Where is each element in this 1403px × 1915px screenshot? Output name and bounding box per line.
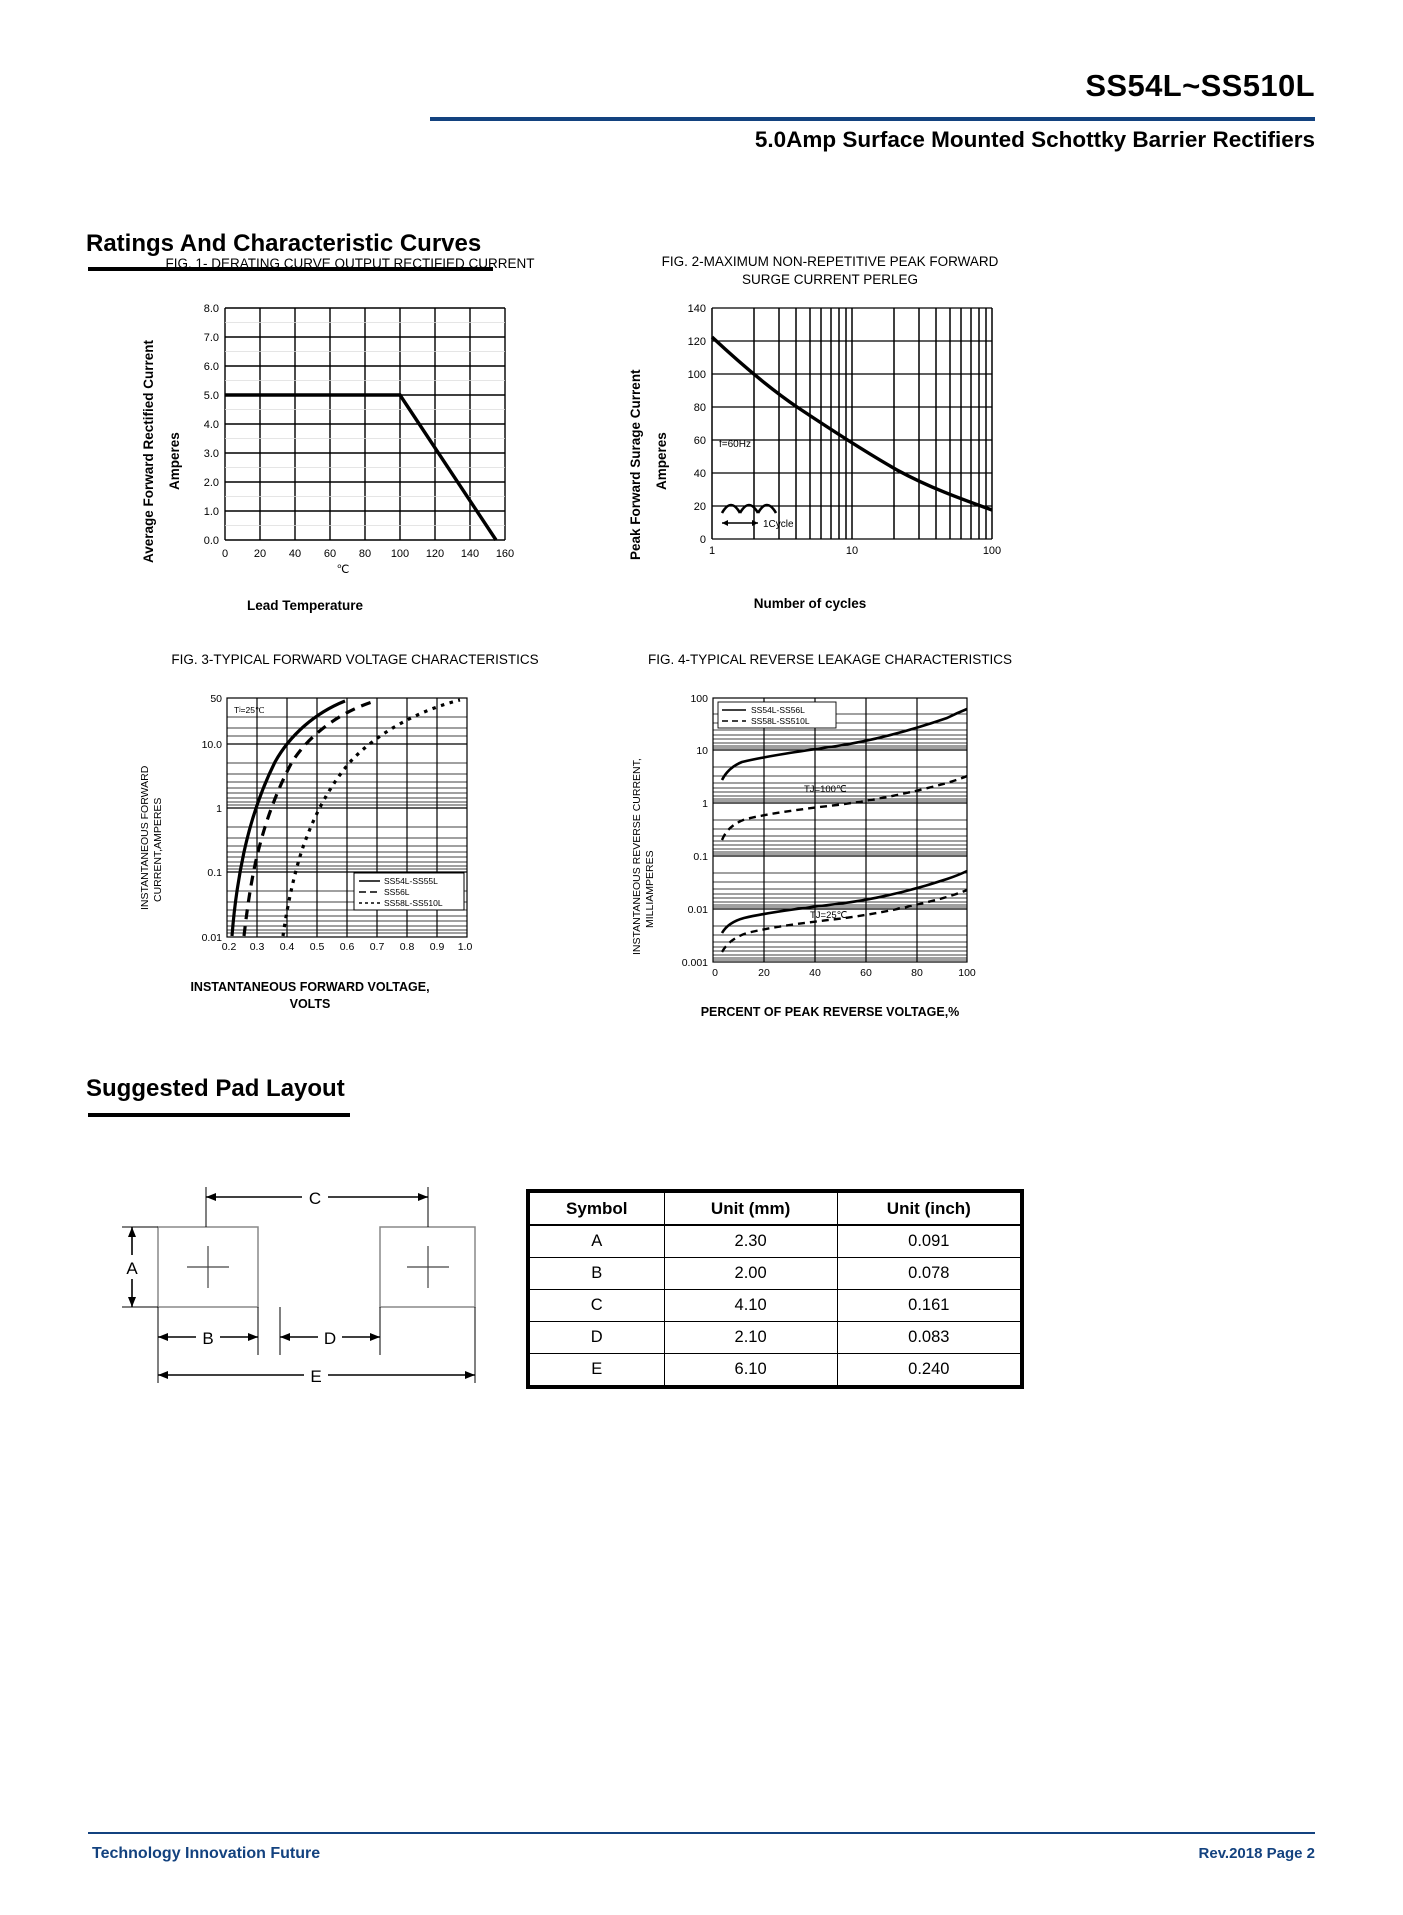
svg-text:10.0: 10.0	[201, 739, 222, 751]
footer-revision: Rev.2018 Page 2	[1198, 1845, 1315, 1862]
fig1-ylabel: Average Forward Rectified Current	[141, 339, 156, 563]
fig2-note-frequency: f=60Hz	[719, 439, 751, 450]
th-unit-mm: Unit (mm)	[664, 1193, 837, 1226]
svg-text:140: 140	[460, 548, 480, 560]
footer-tagline: Technology Innovation Future	[92, 1845, 321, 1862]
cell-mm: 2.30	[664, 1225, 837, 1258]
page-title: SS54L~SS510L	[1085, 68, 1315, 103]
fig2-note-cycle: 1Cycle	[763, 519, 794, 530]
svg-text:1: 1	[702, 798, 708, 810]
fig4-xlabel: PERCENT OF PEAK REVERSE VOLTAGE,%	[700, 1005, 960, 1019]
cell-inch: 0.083	[837, 1322, 1020, 1354]
fig1-chart	[135, 295, 535, 585]
table-header-row	[530, 1193, 1021, 1226]
dim-label-c: C	[308, 1189, 322, 1208]
svg-text:SS54L-SS55L: SS54L-SS55L	[384, 876, 438, 886]
fig2-xticks	[709, 545, 1001, 557]
cell-mm: 4.10	[664, 1290, 837, 1322]
fig2-xlabel: Number of cycles	[753, 596, 867, 611]
cell-inch: 0.091	[837, 1225, 1020, 1258]
svg-text:80: 80	[693, 402, 706, 414]
svg-text:0.6: 0.6	[339, 941, 355, 953]
fig4-note-tj25: TJ=25℃	[810, 910, 848, 921]
svg-text:2.0: 2.0	[203, 477, 219, 489]
svg-text:1: 1	[708, 545, 716, 557]
svg-text:20: 20	[758, 967, 770, 979]
fig2-cycle-arrow	[722, 520, 758, 526]
svg-text:120: 120	[425, 548, 445, 560]
fig3-xticks	[222, 941, 473, 953]
header-rule	[430, 117, 1315, 121]
fig3-yticks	[202, 693, 223, 944]
dim-label-a: A	[126, 1259, 138, 1278]
fig1-xunit: ℃	[336, 564, 350, 576]
svg-text:0.1: 0.1	[693, 851, 708, 863]
svg-text:4.0: 4.0	[203, 419, 219, 431]
fig4-ylabel-line1: INSTANTANEOUS REVERSE CURRENT,	[631, 758, 643, 955]
table-row	[530, 1322, 1021, 1354]
table-row	[530, 1225, 1021, 1258]
svg-text:10: 10	[696, 745, 708, 757]
svg-text:100: 100	[687, 369, 706, 381]
table-row	[530, 1290, 1021, 1322]
svg-text:100: 100	[982, 545, 1002, 557]
svg-text:60: 60	[323, 548, 337, 560]
fig2-chart	[622, 295, 1022, 585]
cell-symbol: C	[530, 1290, 665, 1322]
fig4-note-tj100: TJ=100℃	[804, 784, 847, 795]
svg-text:0.1: 0.1	[207, 867, 222, 879]
fig3-legend	[354, 873, 464, 910]
cell-inch: 0.240	[837, 1354, 1020, 1386]
svg-text:0.9: 0.9	[429, 941, 445, 953]
svg-text:100: 100	[958, 967, 976, 979]
fig1-yticks	[204, 303, 219, 547]
cell-symbol: D	[530, 1322, 665, 1354]
svg-text:0.0: 0.0	[203, 535, 219, 547]
fig3-caption: FIG. 3-TYPICAL FORWARD VOLTAGE CHARACTERISTICS	[171, 652, 539, 667]
svg-text:20: 20	[253, 548, 267, 560]
fig2-ylabel2: Amperes	[654, 432, 669, 490]
fig1-xlabel: Lead Temperature	[246, 598, 364, 613]
fig4-ylabel-line2: MILLIAMPERES	[644, 850, 656, 928]
section-rule-pad-layout	[88, 1113, 350, 1117]
svg-text:0.3: 0.3	[249, 941, 265, 953]
svg-text:1.0: 1.0	[203, 506, 219, 518]
svg-text:3.0: 3.0	[203, 448, 219, 460]
fig4-chart	[622, 680, 1042, 1010]
fig2-yticks	[688, 303, 706, 546]
svg-text:0.01: 0.01	[201, 932, 222, 944]
section-heading-ratings: Ratings And Characteristic Curves	[86, 230, 482, 257]
svg-text:80: 80	[911, 967, 923, 979]
cell-mm: 6.10	[664, 1354, 837, 1386]
fig2-sine-humps	[722, 505, 776, 513]
table-row	[530, 1354, 1021, 1386]
fig4-xticks	[712, 967, 976, 979]
cell-mm: 2.00	[664, 1258, 837, 1290]
svg-text:0.7: 0.7	[369, 941, 385, 953]
footer-rule	[88, 1832, 1315, 1834]
fig3-ylabel-line1: INSTANTANEOUS FORWARD	[139, 765, 151, 910]
fig1-ylabel2: Amperes	[167, 432, 182, 490]
svg-text:0.4: 0.4	[279, 941, 295, 953]
svg-text:SS56L: SS56L	[384, 887, 410, 897]
svg-text:40: 40	[809, 967, 821, 979]
svg-text:SS58L-SS510L: SS58L-SS510L	[384, 898, 443, 908]
svg-text:60: 60	[860, 967, 872, 979]
fig3-note-temp: Tʲ=25℃	[234, 705, 265, 715]
svg-text:7.0: 7.0	[203, 332, 219, 344]
dim-label-d: D	[323, 1329, 337, 1348]
fig3-ylabel-line2: CURRENT,AMPERES	[152, 797, 164, 902]
fig2-ylabel: Peak Forward Surage Current	[628, 369, 643, 560]
svg-text:0.5: 0.5	[309, 941, 325, 953]
svg-text:60: 60	[693, 435, 706, 447]
fig1-caption: FIG. 1- DERATING CURVE OUTPUT RECTIFIED CURRENT	[165, 256, 535, 271]
dim-label-b: B	[202, 1329, 214, 1348]
cell-symbol: E	[530, 1354, 665, 1386]
svg-text:0: 0	[221, 548, 229, 560]
svg-text:SS54L-SS56L: SS54L-SS56L	[751, 705, 805, 715]
section-heading-pad-layout: Suggested Pad Layout	[86, 1075, 345, 1102]
svg-text:SS58L-SS510L: SS58L-SS510L	[751, 716, 810, 726]
svg-text:100: 100	[390, 548, 410, 560]
svg-text:10: 10	[845, 545, 859, 557]
fig4-caption: FIG. 4-TYPICAL REVERSE LEAKAGE CHARACTERISTICS	[647, 652, 1013, 667]
fig4-curve-25c-dashed	[722, 890, 967, 952]
svg-text:0.2: 0.2	[221, 941, 237, 953]
fig1-xticks	[222, 548, 514, 560]
svg-text:0.01: 0.01	[687, 904, 708, 916]
page-subtitle: 5.0Amp Surface Mounted Schottky Barrier Rectifiers	[754, 127, 1315, 152]
svg-text:120: 120	[687, 336, 706, 348]
svg-text:50: 50	[210, 693, 222, 705]
cell-inch: 0.078	[837, 1258, 1020, 1290]
svg-text:0.001: 0.001	[681, 957, 708, 969]
svg-text:80: 80	[358, 548, 372, 560]
svg-text:1: 1	[216, 803, 222, 815]
svg-text:6.0: 6.0	[203, 361, 219, 373]
fig3-chart	[130, 680, 530, 990]
fig3-xlabel-line2: VOLTS	[289, 997, 331, 1011]
svg-text:40: 40	[288, 548, 302, 560]
svg-text:0.8: 0.8	[399, 941, 415, 953]
svg-text:140: 140	[687, 303, 706, 315]
cell-symbol: B	[530, 1258, 665, 1290]
svg-text:1.0: 1.0	[457, 941, 473, 953]
fig3-xlabel-line1: INSTANTANEOUS FORWARD VOLTAGE,	[190, 980, 430, 994]
svg-text:0: 0	[712, 967, 718, 979]
fig2-caption-line1: FIG. 2-MAXIMUM NON-REPETITIVE PEAK FORWARD	[661, 254, 999, 269]
svg-text:0: 0	[699, 534, 706, 546]
table-row	[530, 1258, 1021, 1290]
cell-symbol: A	[530, 1225, 665, 1258]
pad-layout-diagram	[110, 1175, 510, 1395]
th-symbol: Symbol	[530, 1193, 665, 1226]
th-unit-inch: Unit (inch)	[837, 1193, 1020, 1226]
fig4-legend	[718, 702, 836, 728]
fig2-caption-line2: SURGE CURRENT PERLEG	[741, 272, 919, 287]
fig4-yticks	[682, 693, 708, 969]
pad-dimensions-table	[529, 1192, 1021, 1386]
cell-mm: 2.10	[664, 1322, 837, 1354]
svg-text:100: 100	[690, 693, 708, 705]
svg-text:20: 20	[693, 501, 706, 513]
svg-text:5.0: 5.0	[203, 390, 219, 402]
svg-text:8.0: 8.0	[203, 303, 219, 315]
cell-inch: 0.161	[837, 1290, 1020, 1322]
svg-text:160: 160	[495, 548, 515, 560]
fig4-log-minor	[713, 714, 967, 960]
dim-label-e: E	[310, 1367, 322, 1386]
svg-text:40: 40	[693, 468, 706, 480]
